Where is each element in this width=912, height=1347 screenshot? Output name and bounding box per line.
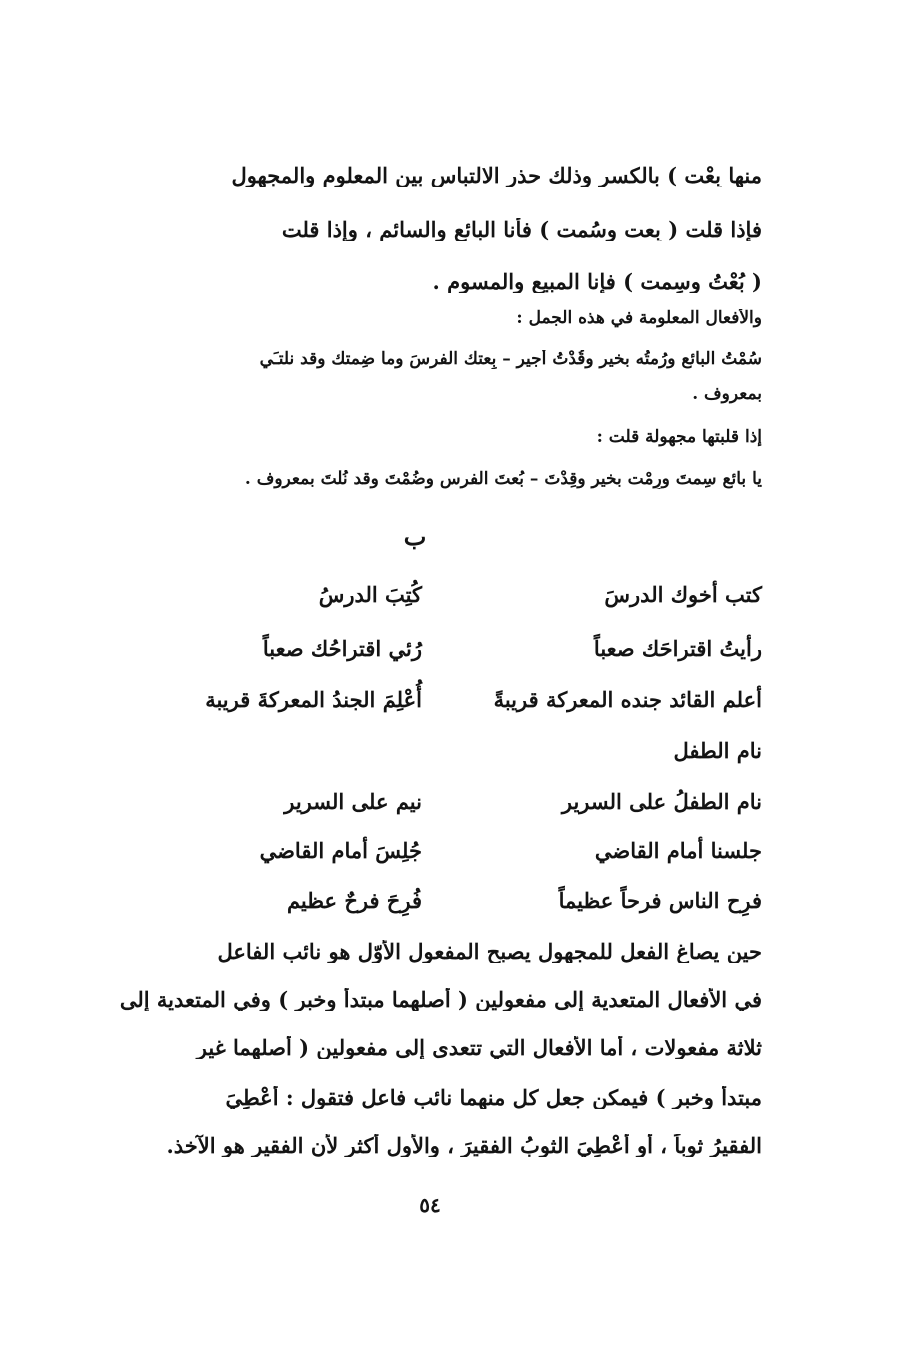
example-sentence-line: سُمْتُ البائع ورُمتُه بخير وقُدْتُ أجير – بِعتك الفرسَ وما ضِمتك وقد نلتـَي bbox=[259, 350, 762, 369]
active-sentence: فرِح الناس فرحاً عظيماً bbox=[558, 888, 762, 913]
example-pair-row bbox=[142, 582, 762, 614]
example-sentence-line: بمعروف . bbox=[692, 385, 762, 404]
paragraph-line: فإذا قلت ( بِعت وسُمت ) فأنا البائع والسائم ، وإذا قلت bbox=[281, 218, 762, 242]
section-heading: إذا قلبتها مجهولة قلت : bbox=[596, 428, 762, 447]
active-sentence: أعلم القائد جنده المعركة قريبةً bbox=[493, 687, 762, 712]
active-sentence: نام الطفل bbox=[673, 738, 762, 763]
example-pair-row bbox=[142, 838, 762, 870]
passive-sentence: أُعْلِمَ الجندُ المعركةَ قريبة bbox=[205, 687, 422, 712]
paragraph-line: مبتدأ وخبر ) فيمكن جعل كل منهما نائب فاعل فتقول : أُعْطِيَ bbox=[225, 1086, 762, 1110]
example-pair-row bbox=[142, 888, 762, 920]
paragraph-line: حين يصاغ الفعل للمجهول يصبح المفعول الأوّل هو نائب الفاعل bbox=[217, 940, 762, 964]
active-sentence: كتب أخوك الدرسَ bbox=[604, 582, 762, 607]
example-pair-row bbox=[142, 636, 762, 668]
example-pair-row bbox=[142, 738, 762, 770]
paragraph-line: ( بُعْتُ وسِمت ) فإنا المبيع والمسوم . bbox=[432, 270, 762, 294]
passive-sentence: جُلِسَ أمام القاضي bbox=[259, 838, 422, 863]
section-heading: والأفعال المعلومة في هذه الجمل : bbox=[516, 309, 762, 328]
active-sentence: نام الطفلُ على السرير bbox=[561, 789, 762, 814]
paragraph-line: منها بِعْت ) بالكسر وذلك حذر الالتباس بين المعلوم والمجهول bbox=[231, 164, 762, 188]
active-sentence: جلسنا أمام القاضي bbox=[594, 838, 762, 863]
paragraph-line: الفقيرُ ثوباً ، أو أُعْطِيَ الثوبُ الفقيرَ ، والأول أكثر لأن الفقير هو الآخذ. bbox=[166, 1134, 762, 1158]
example-pair-row bbox=[142, 789, 762, 821]
paragraph-line: ثلاثة مفعولات ، أما الأفعال التي تتعدى إلى مفعولين ( أصلهما غير bbox=[196, 1036, 762, 1060]
page-number: ٥٤ bbox=[419, 1193, 441, 1217]
passive-sentence: رُئي اقتراحُك صعباً bbox=[262, 636, 422, 661]
passive-sentence: كُتِبَ الدرسُ bbox=[318, 582, 422, 607]
paragraph-line: في الأفعال المتعدية إلى مفعولين ( أصلهما مبتدأ وخبر ) وفي المتعدية إلى bbox=[119, 988, 762, 1012]
passive-sentence: نيم على السرير bbox=[284, 789, 422, 814]
example-sentence-line: يا بائع سِمتَ ورِمْت بخير وقِدْتَ – بُعتَ الفرس وضُمْتَ وقد نُلْتَ بمعروف . bbox=[244, 470, 762, 489]
active-sentence: رأيتُ اقتراحَك صعباً bbox=[593, 636, 762, 661]
passive-sentence: فُرِحَ فرحٌ عظيم bbox=[286, 888, 422, 913]
section-letter: ب bbox=[403, 522, 427, 551]
example-pair-row bbox=[142, 687, 762, 719]
